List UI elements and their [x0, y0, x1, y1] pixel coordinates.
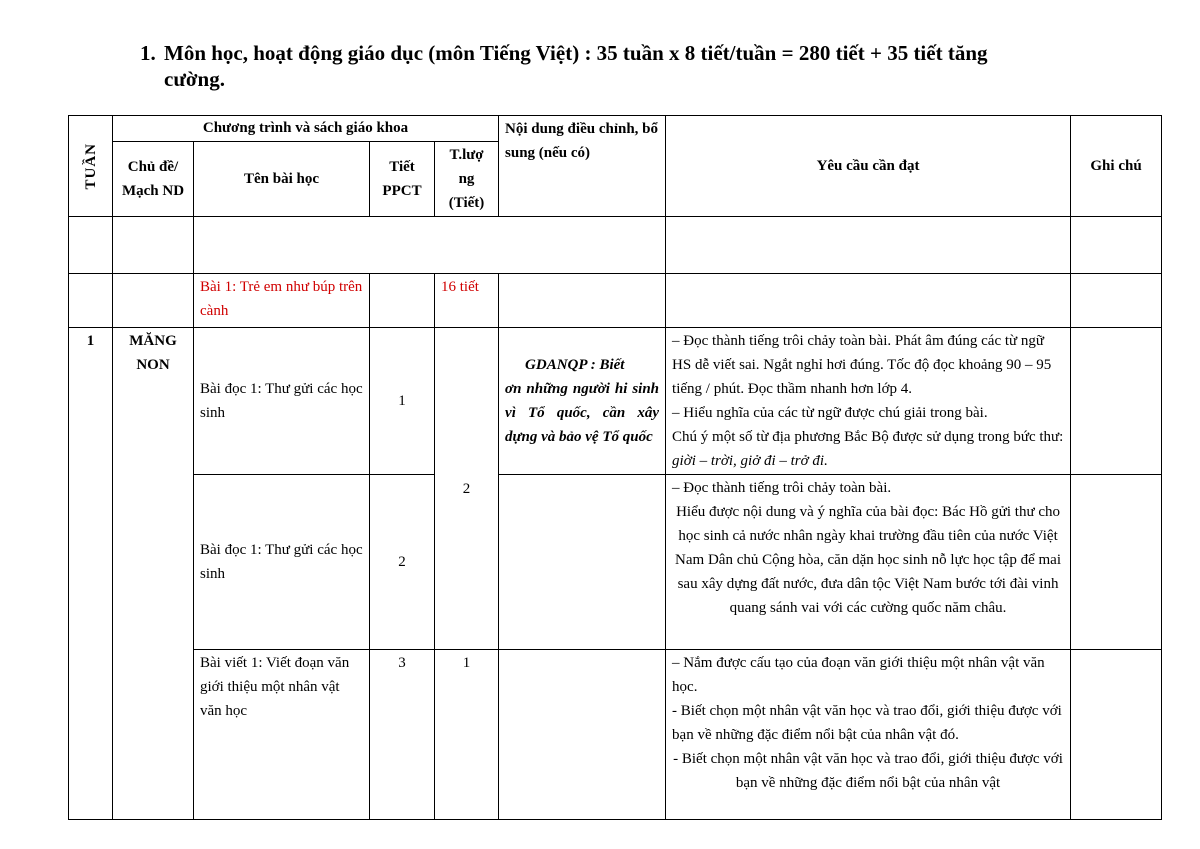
lesson-plan-table [68, 115, 1162, 820]
bai-1-title: Bài 1: Trẻ em như búp trên cành [194, 274, 370, 328]
header-row-1 [69, 116, 1162, 142]
lesson-title: Bài đọc 1: Thư gửi các học sinh [194, 328, 370, 475]
lesson-title: Bài viết 1: Viết đoạn văn giới thiệu một nhân vật văn học [194, 650, 370, 820]
table-row-empty [69, 217, 1162, 274]
table-row-lesson-3 [69, 650, 1162, 820]
header-ten-bai: Tên bài học [194, 142, 370, 217]
lesson-tiet: 2 [370, 475, 435, 650]
lesson-title: Bài đọc 1: Thư gửi các học sinh [194, 475, 370, 650]
table-row-lesson-2 [69, 475, 1162, 650]
header-t-luong: T.lượ ng (Tiết) [435, 142, 499, 217]
lesson-t-luong: 2 [435, 328, 499, 650]
empty-cell [69, 274, 113, 328]
lesson-tiet: 3 [370, 650, 435, 820]
ghi-chu-cell [1071, 650, 1162, 820]
table-row-bai-1 [69, 274, 1162, 328]
table-row-lesson-1 [69, 328, 1162, 475]
section-heading [140, 40, 1130, 92]
yeu-cau-lesson-2: – Đọc thành tiếng trôi chảy toàn bài. Hiểu được nội dung và ý nghĩa của bài đọc: Bác Hồ gửi thư cho học sinh cả nước nhân ngày khai trường đầu tiên của nước Việt Nam Dân chủ Cộng hòa, căn dặn học sinh nỗ lực học tập để mai sau xây dựng đất nước, đưa dân tộc Việt Nam bước tới đài vinh quang sánh vai với các cường quốc năm châu. [666, 475, 1071, 650]
empty-cell [499, 274, 666, 328]
empty-cell [194, 217, 666, 274]
noi-dung-gdanqp: GDANQP : Biết ơn những người hi sinh vì Tổ quốc, cần xây dựng và bảo vệ Tổ quốc [499, 328, 666, 475]
header-chuong-trinh: Chương trình và sách giáo khoa [113, 116, 499, 142]
header-chu-de: Chủ đề/ Mạch ND [113, 142, 194, 217]
empty-cell [499, 475, 666, 650]
empty-cell [666, 274, 1071, 328]
yeu-cau-lesson-1: – Đọc thành tiếng trôi chảy toàn bài. Phát âm đúng các từ ngữ HS dễ viết sai. Ngắt nghỉ hơi đúng. Tốc độ đọc khoảng 90 – 95 tiếng / phút. Đọc thầm nhanh hơn lớp 4. – Hiểu nghĩa của các từ ngữ được chú giải trong bài. Chú ý một số từ địa phương Bắc Bộ được sử dụng trong bức thư: giời – trời, giở đi – trở đi. [666, 328, 1071, 475]
empty-cell [113, 217, 194, 274]
empty-cell [113, 274, 194, 328]
lesson-t-luong: 1 [435, 650, 499, 820]
empty-cell [666, 217, 1071, 274]
header-tuan: TUẦN [69, 116, 113, 217]
header-ghi-chu: Ghi chú [1071, 116, 1162, 217]
yeu-cau-lesson-3: – Nắm được cấu tạo của đoạn văn giới thiệu một nhân vật văn học. - Biết chọn một nhân vật văn học và trao đổi, giới thiệu được với bạn về những đặc điểm nổi bật của nhân vật đó. - Biết chọn một nhân vật văn học và trao đổi, giới thiệu được với bạn về những đặc điểm nổi bật của nhân vật [666, 650, 1071, 820]
bai-1-t-luong: 16 tiết [435, 274, 499, 328]
week-number: 1 [69, 328, 113, 820]
empty-cell [1071, 274, 1162, 328]
header-tiet-ppct: Tiết PPCT [370, 142, 435, 217]
empty-cell [1071, 217, 1162, 274]
lesson-tiet: 1 [370, 328, 435, 475]
heading-line-2: cường. [164, 67, 225, 91]
empty-cell [370, 274, 435, 328]
ghi-chu-cell [1071, 475, 1162, 650]
section-number: 1. [140, 41, 156, 65]
header-yeu-cau: Yêu cầu cần đạt [666, 116, 1071, 217]
empty-cell [69, 217, 113, 274]
heading-line-1: Môn học, hoạt động giáo dục (môn Tiếng Việt) : 35 tuần x 8 tiết/tuần = 280 tiết + 35 tiết tăng [164, 41, 988, 65]
ghi-chu-cell [1071, 328, 1162, 475]
header-noi-dung: Nội dung điều chỉnh, bổ sung (nếu có) [499, 116, 666, 217]
chu-de-mang-non: MĂNG NON [113, 328, 194, 820]
empty-cell [499, 650, 666, 820]
